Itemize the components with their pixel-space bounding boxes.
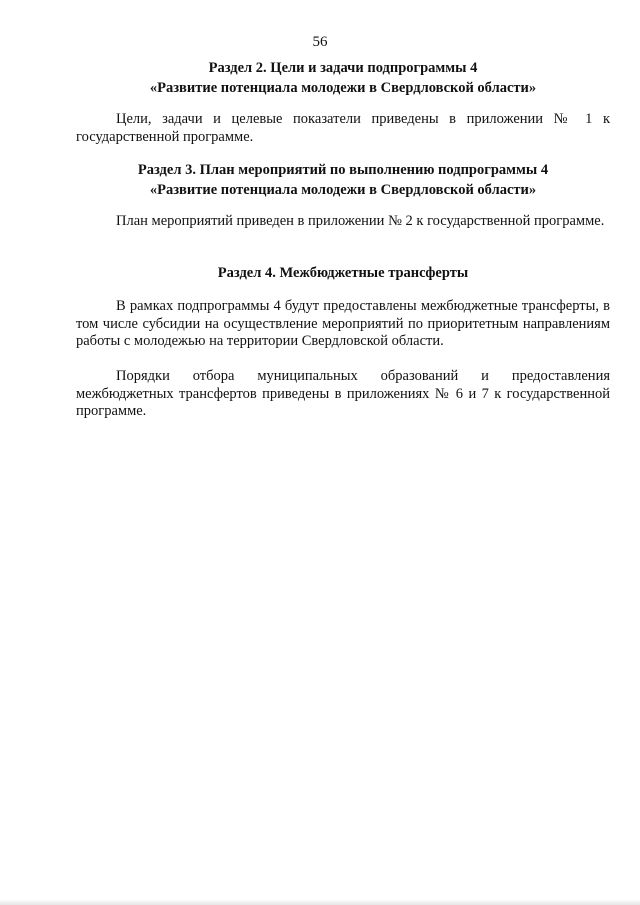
section-2-heading-line1: Раздел 2. Цели и задачи подпрограммы 4: [208, 60, 478, 76]
section-3-heading: [76, 160, 610, 200]
section-3-heading-line1: Раздел 3. План мероприятий по выполнению подпрограммы 4: [137, 162, 549, 178]
section-4-paragraph-2: Порядки отбора муниципальных образований и предоставления межбюджетных трансфертов приведены в приложениях № 6 и 7 к государственной программе.: [76, 368, 610, 419]
page-number: 56: [312, 34, 328, 50]
section-2-heading: [76, 58, 610, 98]
section-2-heading-line2: «Развитие потенциала молодежи в Свердловской области»: [149, 80, 537, 96]
section-2-paragraph: Цели, задачи и целевые показатели приведены в приложении № 1 к государственной программе.: [76, 111, 610, 145]
page-bottom-edge: [0, 899, 640, 905]
section-3-heading-line2: «Развитие потенциала молодежи в Свердловской области»: [149, 182, 537, 198]
section-4-heading: [76, 263, 610, 283]
section-4-heading-text: Раздел 4. Межбюджетные трансферты: [217, 265, 469, 281]
section-3-paragraph: План мероприятий приведен в приложении № 2 к государственной программе.: [116, 213, 605, 229]
section-4-paragraph-1: В рамках подпрограммы 4 будут предоставлены межбюджетные трансферты, в том числе субсидии на осуществление мероприятий по приоритетным направлениям работы с молодежью на территории Свердловской области.: [76, 298, 610, 349]
